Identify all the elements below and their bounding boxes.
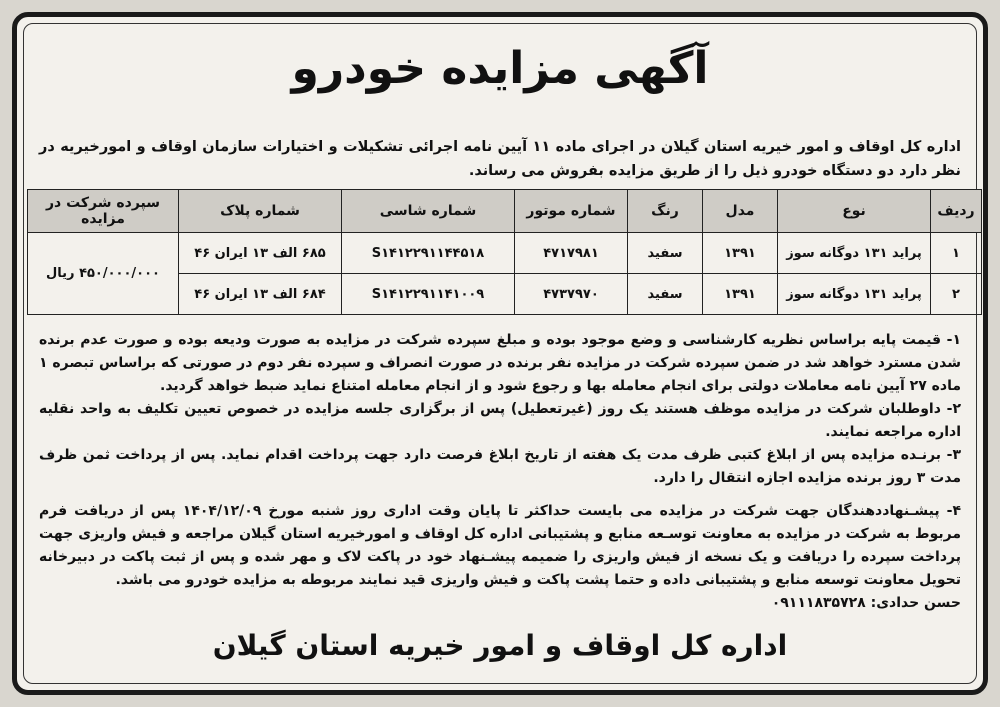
cell-engine-number: ۴۷۳۷۹۷۰ [515,274,628,315]
spacer [39,490,961,500]
intro-paragraph: اداره کل اوقاف و امور خیریه استان گیلان در اجرای ماده ۱۱ آیین نامه اجرائی تشکیلات و اختیارات سازمان اوقاف و امورخیریه در نظر دارد دو دستگاه خودرو ذیل را از طریق مزایده بفروش می رساند. [39,139,962,179]
cell-chassis-number: S۱۴۱۲۲۹۱۱۴۴۵۱۸ [342,233,515,274]
cell-plate-number: ۶۸۴ الف ۱۳ ایران ۴۶ [179,274,342,315]
issuer-footer: اداره کل اوقاف و امور خیریه استان گیلان [212,629,788,662]
header-chassis-number: شماره شاسی [342,190,515,233]
header-color: رنگ [628,190,703,233]
header-engine-number: شماره موتور [515,190,628,233]
page-title: آگهی مزایده خودرو [291,43,709,94]
header-plate-number: شماره پلاک [179,190,342,233]
notice-paper [12,12,988,695]
table-row [28,233,982,274]
header-deposit: سپرده شرکت در مزایده [28,190,179,233]
cell-color: سفید [628,233,703,274]
cell-plate-number: ۶۸۵ الف ۱۳ ایران ۴۶ [179,233,342,274]
cell-deposit: ۴۵۰/۰۰۰/۰۰۰ ریال [28,233,179,315]
cell-color: سفید [628,274,703,315]
clause-1: ۱- قیمت پایه براساس نظریه کارشناسی و وضع موجود بوده و مبلغ سپرده شرکت در مزایده به صورت ودیعه بوده و صورت عدم برنده شدن مسترد خواهد شد در ضمن سپرده شرکت در مزایده نفر برنده در صورت انصراف و سپرده نفر دوم در صورتی که براساس تبصره ۱ ماده ۲۷ آیین نامه معاملات دولتی برای انجام معامله بها و رجوع شود و از انجام معامله امتناع نماید ضبط خواهد گردید. [39,332,961,394]
table-header-row [28,190,982,233]
clauses-section [39,329,961,615]
clause-2: ۲- داوطلبان شرکت در مزایده موظف هستند یک روز (غیرتعطیل) پس از برگزاری جلسه مزایده در خصوص تعیین تکلیف به واحد نقلیه اداره مراجعه نمایند. [39,401,961,440]
header-model: مدل [703,190,778,233]
cell-row-number: ۲ [931,274,982,315]
clause-4: ۴- پیشـنهاددهندگان جهت شرکت در مزایده می بایست حداکثر تا پایان وقت اداری روز شنبه مورخ ۱۴۰۴/۱۲/۰۹ پس از دریافت فرم مربوط به شرکت در مزایده به معاونت توسـعه منابع و پشتیبانی اداره کل اوقاف و امورخیریه استان گیلان مراجعه و فیش واریزی جهت پرداخت سپرده را دریافت و یک نسخه از فیش واریزی را ضمیمه پیشـنهاد خود در پاکت لاک و مهر شده و پس از ثبت پاکت در دبیرخانه تحویل معاونت توسعه منابع و پشتیبانی داده و حتما پشت پاکت و فیش واریزی قید نمایند مربوطه به مزایده خودرو می باشد. [39,503,961,588]
cell-model: ۱۳۹۱ [703,274,778,315]
clause-3: ۳- برنـده مزایده پس از ابلاغ کتبی ظرف مدت یک هفته از تاریخ ابلاغ فرصت دارد جهت پرداخت اقدام نماید. پس از پرداخت ثمن ظرف مدت ۳ روز برنده مزایده اجازه انتقال را دارد. [39,447,961,486]
cell-model: ۱۳۹۱ [703,233,778,274]
cell-chassis-number: S۱۴۱۲۲۹۱۱۴۱۰۰۹ [342,274,515,315]
header-type: نوع [778,190,931,233]
cell-type: پراید ۱۳۱ دوگانه سوز [778,274,931,315]
contact-line: حسن حدادی: ۰۹۱۱۱۸۳۵۷۲۸ [771,595,961,611]
header-row-number: ردیف [931,190,982,233]
cell-type: پراید ۱۳۱ دوگانه سوز [778,233,931,274]
vehicles-table [27,189,982,315]
cell-row-number: ۱ [931,233,982,274]
cell-engine-number: ۴۷۱۷۹۸۱ [515,233,628,274]
